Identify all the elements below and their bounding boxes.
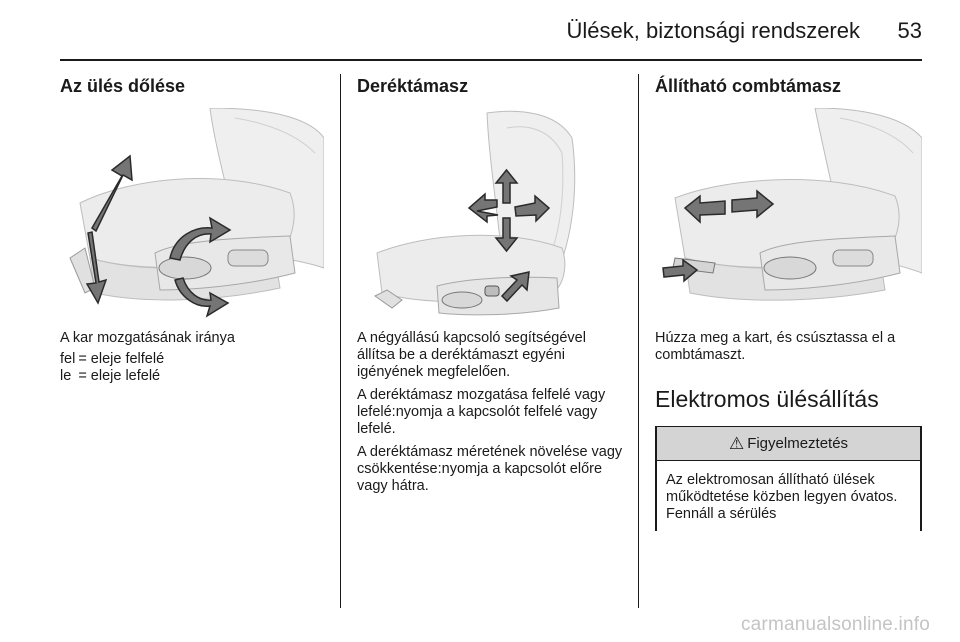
thigh-support-paragraph: Húzza meg a kart, és csúsztassa el a combtámaszt. bbox=[655, 330, 896, 363]
definition-separator: = bbox=[78, 351, 87, 367]
warning-header bbox=[657, 427, 920, 461]
header-title: Ülések, biztonsági rendszerek bbox=[566, 18, 860, 43]
watermark: carmanualsonline.info bbox=[740, 614, 930, 635]
definition-row bbox=[60, 351, 164, 368]
column-divider-left bbox=[340, 74, 341, 608]
definition-term: le bbox=[60, 368, 72, 384]
lumbar-paragraph: A négyállású kapcsoló segítségével állítsa be a deréktámaszt egyéni igényének megfelelően. bbox=[357, 330, 586, 380]
definition-description: eleje lefelé bbox=[90, 368, 161, 384]
definition-row bbox=[60, 368, 164, 385]
lumbar-paragraph: A deréktámasz méretének növelése vagy csökkentése:nyomja a kapcsolót előre vagy hátra. bbox=[357, 444, 623, 494]
seat-tilt-illustration bbox=[60, 108, 324, 318]
section-heading-electric-seat: Elektromos ülésállítás bbox=[655, 386, 879, 412]
column-seat-tilt bbox=[60, 74, 324, 385]
lumbar-support-illustration bbox=[357, 108, 623, 318]
direction-definitions bbox=[60, 351, 164, 385]
section-heading-lumbar-support: Deréktámasz bbox=[357, 76, 469, 96]
definition-separator: = bbox=[78, 368, 87, 384]
definition-description: eleje felfelé bbox=[90, 351, 165, 367]
warning-box bbox=[655, 426, 922, 531]
section-heading-thigh-support: Állítható combtámasz bbox=[655, 76, 842, 96]
thigh-support-illustration bbox=[655, 108, 922, 318]
header-rule bbox=[60, 59, 922, 61]
seat-tilt-caption: A kar mozgatásának iránya bbox=[60, 330, 235, 346]
warning-triangle-icon: ⚠ bbox=[728, 433, 745, 453]
definition-term: fel bbox=[60, 351, 76, 367]
column-divider-right bbox=[638, 74, 639, 608]
warning-title: Figyelmeztetés bbox=[747, 435, 849, 452]
page-number: 53 bbox=[897, 18, 922, 43]
lumbar-paragraph: A deréktámasz mozgatása felfelé vagy lefelé:nyomja a kapcsolót felfelé vagy lefelé. bbox=[357, 387, 606, 437]
column-lumbar-support bbox=[357, 74, 623, 501]
warning-text: Az elektromosan állítható ülések működtetése közben legyen óvatos. Fennáll a sérülés bbox=[666, 472, 898, 522]
column-thigh-support bbox=[655, 74, 922, 531]
section-heading-seat-tilt: Az ülés dőlése bbox=[60, 76, 186, 96]
